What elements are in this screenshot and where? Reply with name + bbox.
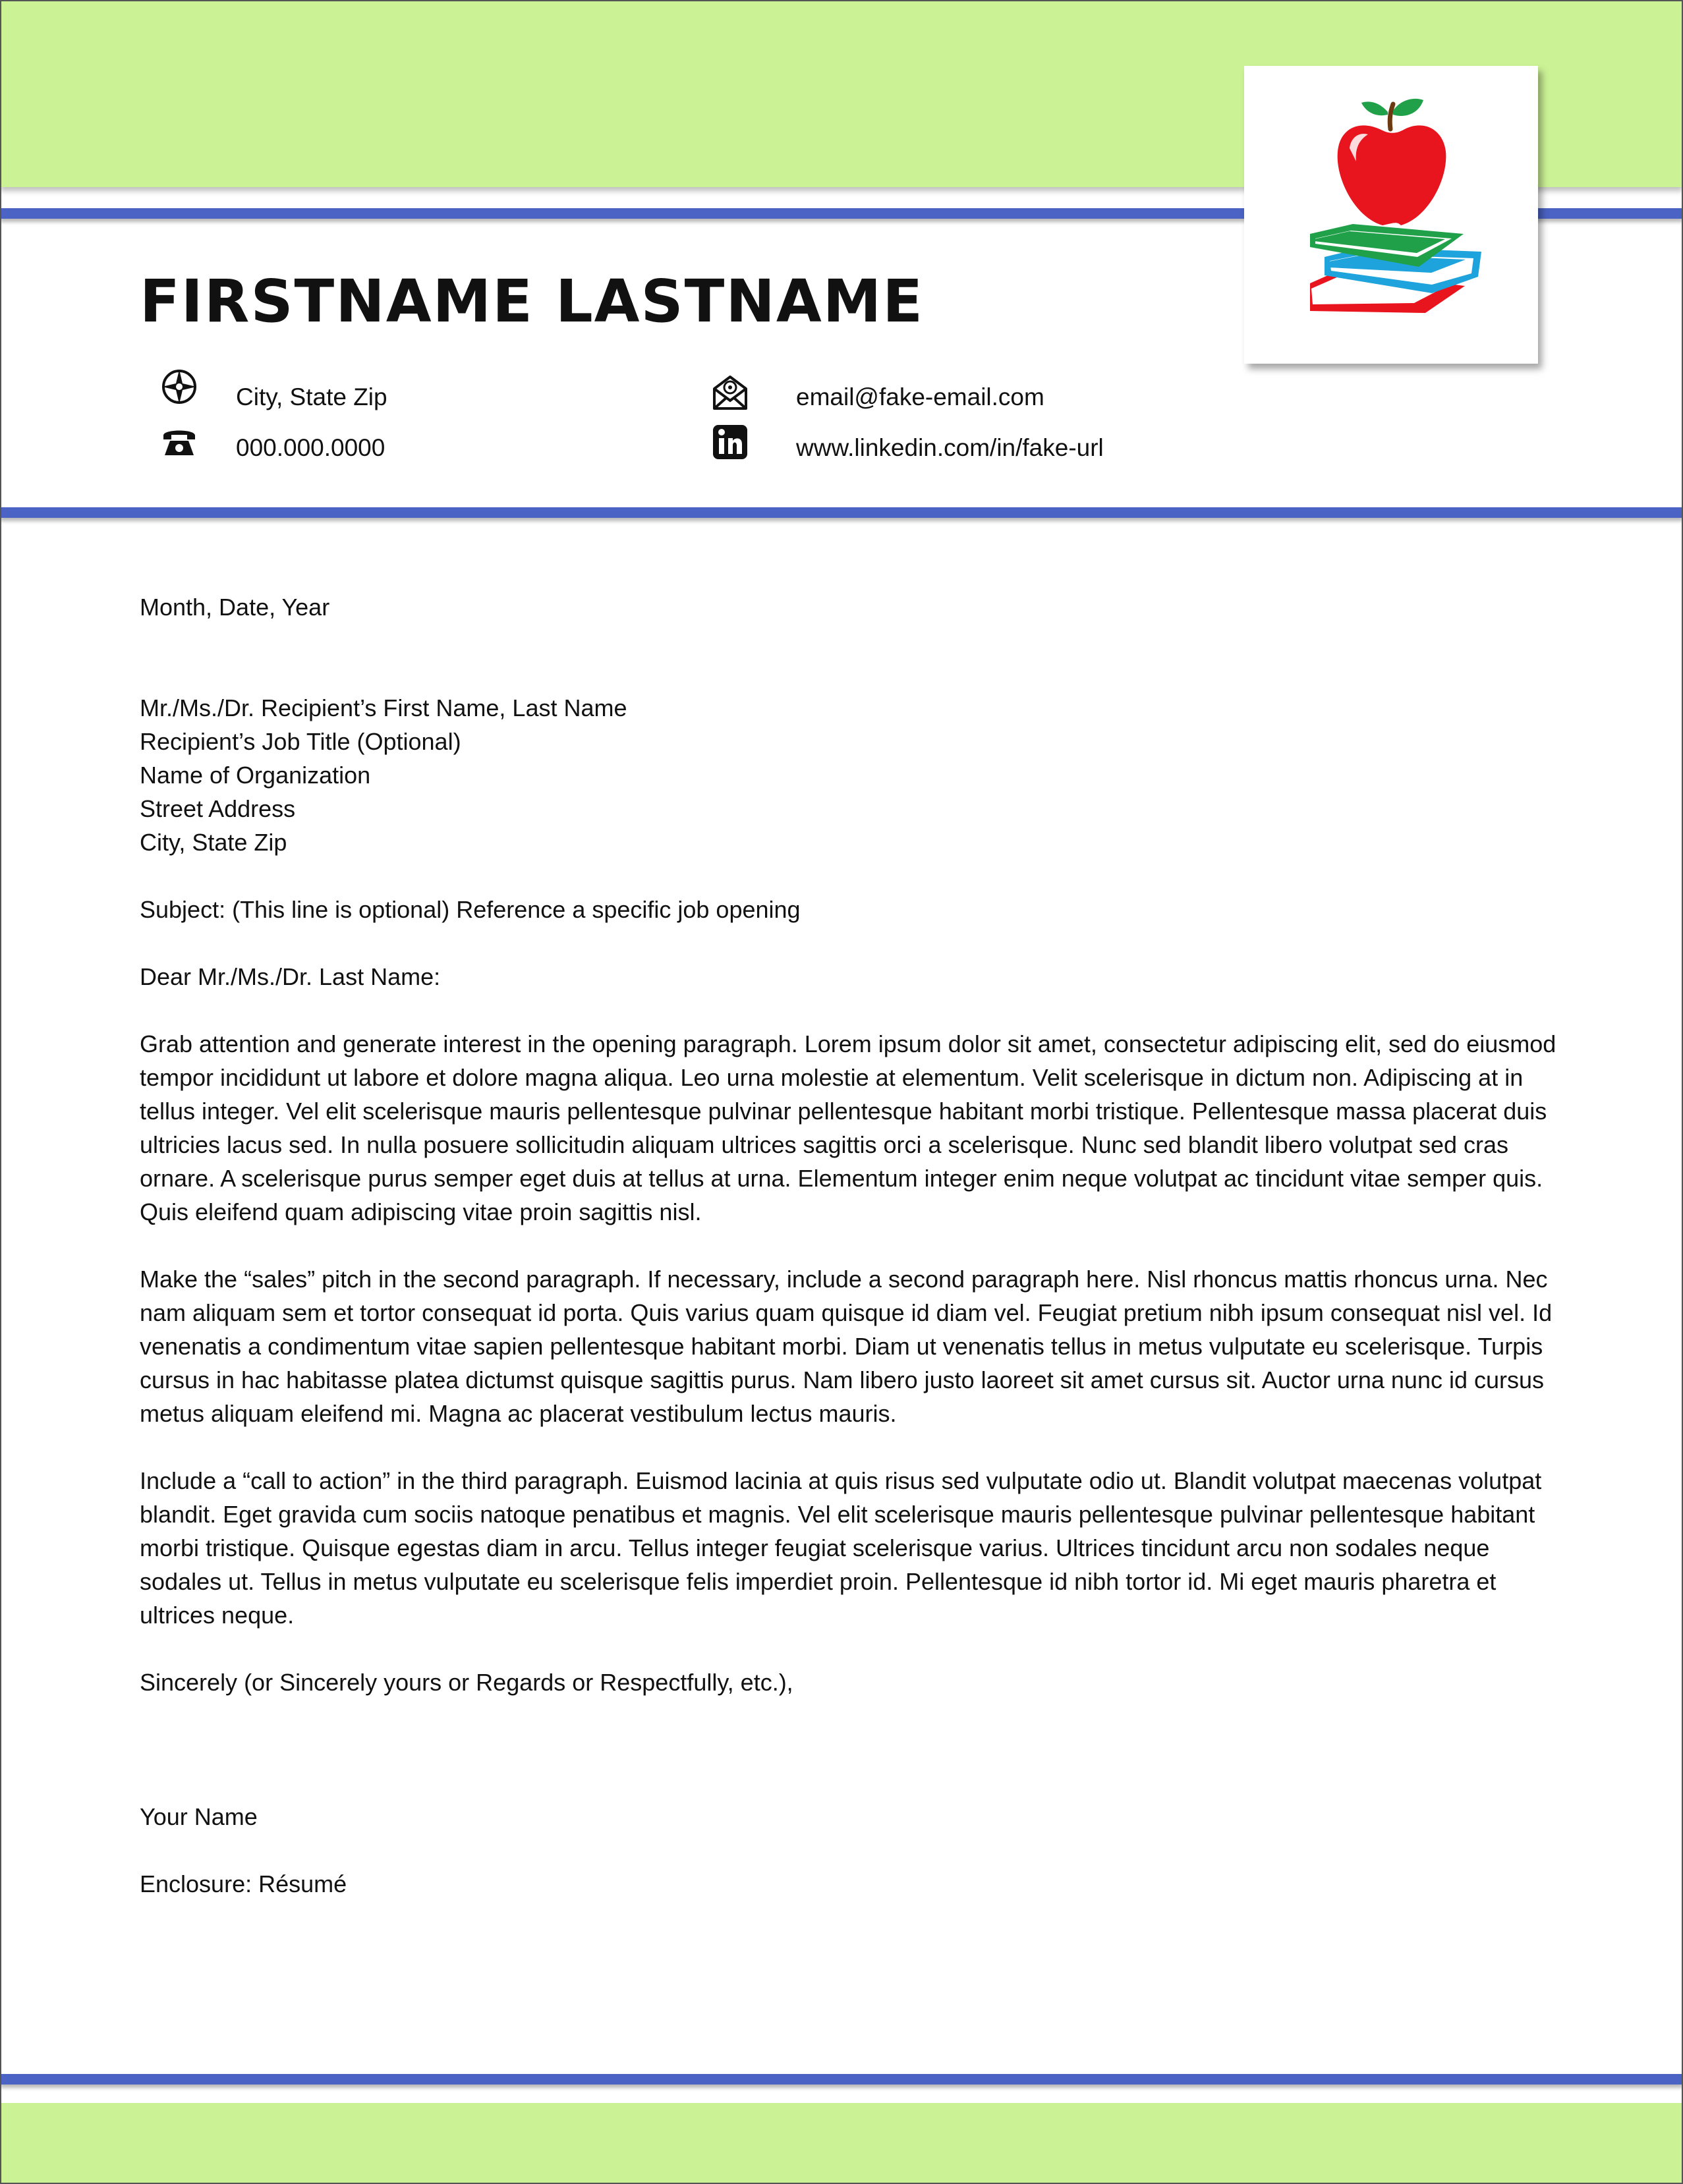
phone-text: 000.000.0000	[236, 434, 385, 461]
phone-icon	[161, 424, 198, 461]
apple-on-books-logo	[1244, 66, 1538, 364]
enclosure: Enclosure: Résumé	[140, 1870, 347, 1897]
envelope-icon	[712, 374, 749, 411]
recipient-name: Mr./Ms./Dr. Recipient’s First Name, Last Name	[140, 694, 627, 721]
logo-box	[1244, 66, 1538, 364]
linkedin-icon	[712, 424, 749, 461]
footer-rule	[0, 2074, 1683, 2085]
recipient-title: Recipient’s Job Title (Optional)	[140, 728, 461, 755]
recipient-city: City, State Zip	[140, 829, 287, 856]
subject-line: Subject: (This line is optional) Reference a specific job opening	[140, 896, 801, 923]
bottom-green-band	[0, 2103, 1683, 2184]
paragraph-sales: Make the “sales” pitch in the second paragraph. If necessary, include a second paragraph here. Nisl rhoncus mattis rhoncus urna. Nec nam aliquam sem et tortor consequat id porta. Quis varius quam quisque id diam vel. Feugiat pretium nibh ipsum consequat nisl vel. Id venenatis a condimentum vitae sapien pellentesque habitant morbi. Diam ut venenatis tellus in metus vulputate eu scelerisque. Turpis cursus in hac habitasse platea dictumst quisque sagittis purus. Nam libero justo laoreet sit amet cursus sit. Auctor urna nunc id cursus metus aliquam eleifend mi. Magna ac placerat vestibulum lectus mauris.	[140, 1266, 1553, 1427]
recipient-organization: Name of Organization	[140, 762, 371, 789]
paragraph-call-to-action: Include a “call to action” in the third paragraph. Euismod lacinia at quis risus sed vulputate odio ut. Blandit volutpat maecenas volutpat blandit. Eget gravida cum sociis natoque penatibus et magnis. Vel elit scelerisque mauris pellentesque pulvinar pellentesque habitant morbi tristique. Quisque egestas diam in arcu. Tellus integer feugiat scelerisque varius. Ultrices tincidunt arcu non sodales neque sodales ut. Tellus in metus vulputate eu scelerisque felis imperdiet proin. Pellentesque id nibh tortor id. Mi eget mauris pharetra et ultrices neque.	[140, 1467, 1542, 1629]
location-text: City, State Zip	[236, 383, 387, 410]
salutation: Dear Mr./Ms./Dr. Last Name:	[140, 963, 441, 990]
closing: Sincerely (or Sincerely yours or Regards or Respectfully, etc.),	[140, 1669, 793, 1696]
letter-date: Month, Date, Year	[140, 594, 330, 621]
header-bottom-rule	[0, 507, 1683, 518]
letter-body	[140, 590, 1556, 1901]
signature-name: Your Name	[140, 1803, 258, 1830]
email-link[interactable]: email@fake-email.com	[796, 383, 1044, 410]
applicant-name: FIRSTNAME LASTNAME	[140, 267, 925, 335]
linkedin-link[interactable]: www.linkedin.com/in/fake-url	[796, 434, 1104, 461]
recipient-street: Street Address	[140, 795, 296, 822]
paragraph-opening: Grab attention and generate interest in the opening paragraph. Lorem ipsum dolor sit amet, consectetur adipiscing elit, sed do eiusmod tempor incididunt ut labore et dolore magna aliqua. Leo urna molestie at elementum. Velit scelerisque in dictum non. Adipiscing at in tellus integer. Vel elit scelerisque mauris pellentesque pulvinar pellentesque habitant morbi tristique. Pellentesque massa placerat duis ultricies lacus sed. In nulla posuere sollicitudin aliquam ultrices sagittis orci a scelerisque. Nunc sed blandit libero volutpat sed cras ornare. A scelerisque purus semper eget duis at tellus at urna. Elementum integer enim neque volutpat ac tincidunt vitae semper quis. Quis eleifend quam adipiscing vitae proin sagittis nisl.	[140, 1030, 1556, 1225]
compass-icon	[161, 368, 198, 405]
